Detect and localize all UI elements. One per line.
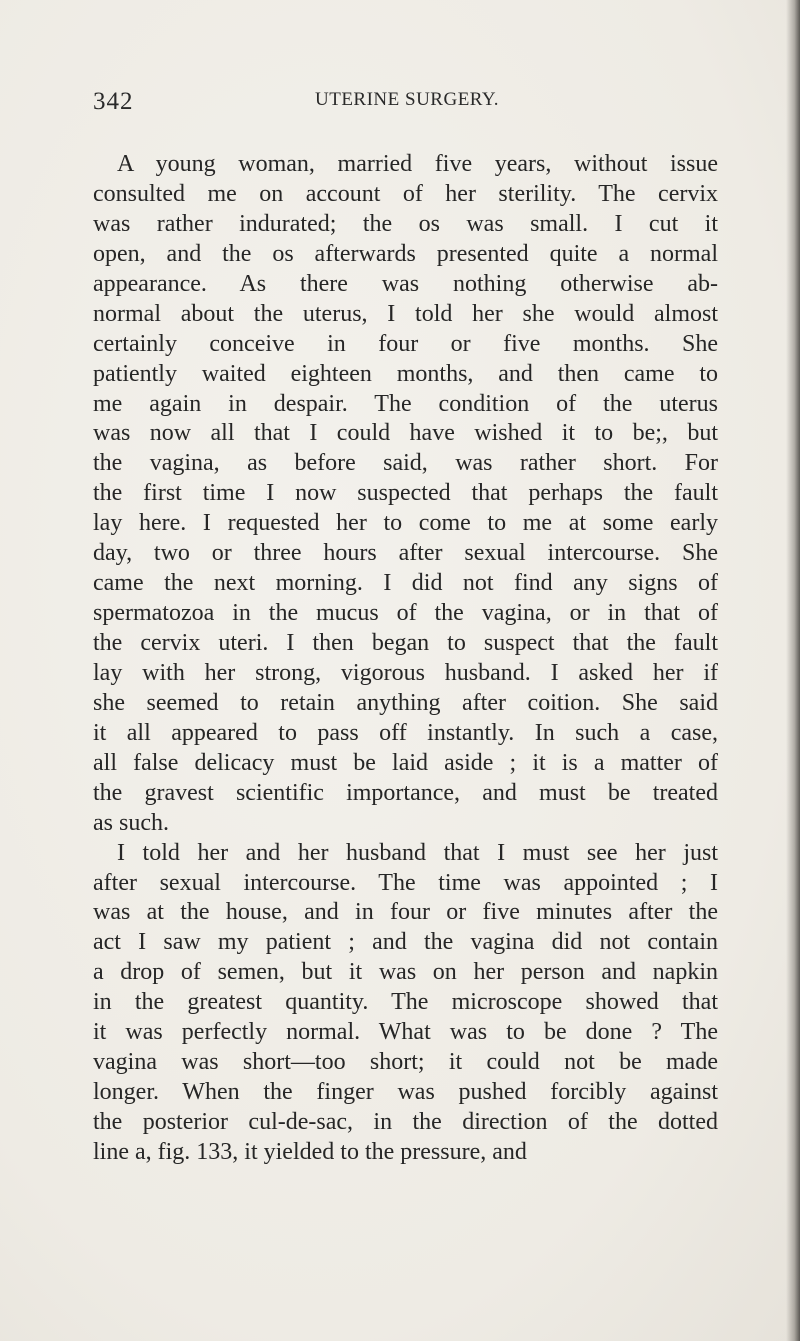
text-line: certainly conceive in four or five months. She xyxy=(93,330,718,357)
text-line: normal about the uterus, I told her she would almost xyxy=(93,300,718,327)
text-line: the vagina, as before said, was rather short. For xyxy=(93,450,718,477)
text-line: open, and the os afterwards presented quite a normal xyxy=(93,240,718,267)
text-line: line a, fig. 133, it yielded to the pressure, and xyxy=(93,1138,527,1165)
paragraph xyxy=(93,839,718,1168)
text-line: A young woman, married five years, without issue xyxy=(117,151,718,177)
body-text xyxy=(93,150,718,1168)
text-line: was at the house, and in four or five minutes after the xyxy=(93,899,718,926)
text-line: as such. xyxy=(93,809,169,836)
text-line: vagina was short—too short; it could not be made xyxy=(93,1049,718,1076)
text-line: was now all that I could have wished it to be;, but xyxy=(93,420,718,447)
page-number: 342 xyxy=(93,88,134,115)
text-line: I told her and her husband that I must see her just xyxy=(117,839,718,866)
text-line: the cervix uteri. I then began to suspect that the fault xyxy=(93,630,718,656)
text-line: act I saw my patient ; and the vagina did not contain xyxy=(93,929,718,956)
paragraph xyxy=(93,150,718,839)
text-line: the first time I now suspected that perhaps the fault xyxy=(93,480,718,507)
text-line: was rather indurated; the os was small. I cut it xyxy=(93,210,718,237)
text-line: the posterior cul-de-sac, in the direction of the dotted xyxy=(93,1109,718,1135)
text-line: the gravest scientific importance, and must be treated xyxy=(93,779,718,806)
text-line: it was perfectly normal. What was to be done ? The xyxy=(93,1019,718,1046)
text-line: me again in despair. The condition of the uterus xyxy=(93,390,718,417)
text-line: after sexual intercourse. The time was appointed ; I xyxy=(93,869,718,896)
text-line: spermatozoa in the mucus of the vagina, or in that of xyxy=(93,600,718,627)
text-line: a drop of semen, but it was on her person and napkin xyxy=(93,959,718,986)
page-header xyxy=(93,86,733,116)
text-line: it all appeared to pass off instantly. In such a case, xyxy=(93,719,718,746)
text-line: lay with her strong, vigorous husband. I asked her if xyxy=(93,659,718,686)
text-line: longer. When the finger was pushed forcibly against xyxy=(93,1079,718,1106)
text-line: she seemed to retain anything after coition. She said xyxy=(93,689,718,716)
text-line: patiently waited eighteen months, and then came to xyxy=(93,360,718,387)
running-head: UTERINE SURGERY. xyxy=(315,89,499,110)
page-edge-shadow xyxy=(786,0,800,1341)
text-line: all false delicacy must be laid aside ; it is a matter of xyxy=(93,749,718,776)
text-line: in the greatest quantity. The microscope showed that xyxy=(93,989,718,1016)
text-line: appearance. As there was nothing otherwise ab- xyxy=(93,270,718,297)
text-line: day, two or three hours after sexual intercourse. She xyxy=(93,540,718,567)
text-line: came the next morning. I did not find any signs of xyxy=(93,570,718,597)
text-line: lay here. I requested her to come to me at some early xyxy=(93,510,718,537)
text-line: consulted me on account of her sterility. The cervix xyxy=(93,180,718,207)
